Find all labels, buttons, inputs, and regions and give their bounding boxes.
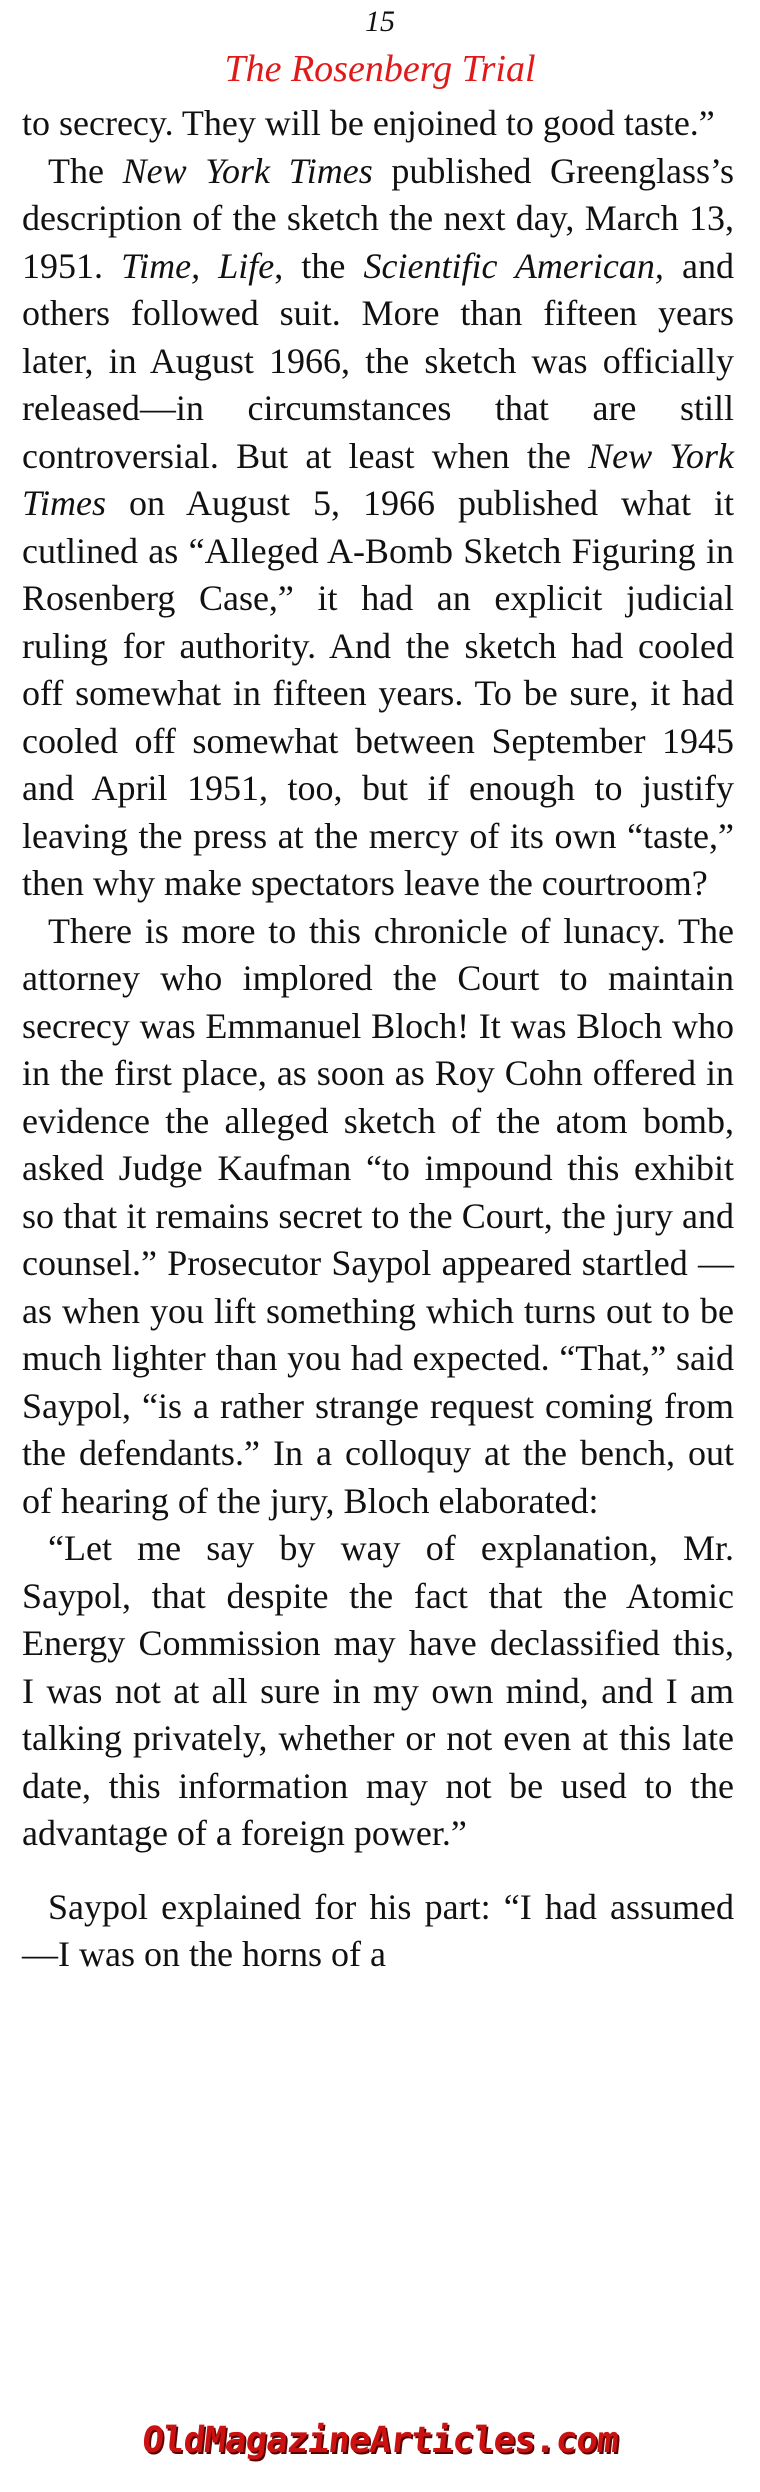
- paragraph-2-text-c: , the: [274, 245, 364, 286]
- publication-name-scientific-american: Scientific American,: [363, 245, 664, 286]
- paragraph-5: Saypol explained for his part: “I had assumed—I was on the horns of a: [22, 1886, 734, 1974]
- paragraph-3: There is more to this chronicle of lunacy. The attorney who implored the Court to maintain secrecy was Emmanuel Bloch! It was Bloch who in the first place, as soon as Roy Cohn offered in evidence the alleged sketch of the atom bomb, asked Judge Kaufman “to impound this exhibit so that it remains secret to the Court, the jury and counsel.” Prosecutor Saypol appeared startled —as when you lift something which turns out to be much lighter than you had expected. “That,” said Saypol, “is a rather strange request coming from the defendants.” In a colloquy at the bench, out of hearing of the jury, Bloch elaborated:: [22, 910, 734, 1521]
- paragraph-2-text-a: The: [48, 150, 123, 191]
- paragraph-2: [22, 148, 734, 908]
- paragraph-2-text-e: on August 5, 1966 published what it cutlined as “Alleged A-Bomb Sketch Figuring in Rosenberg Case,” it had an explicit judicial ruling for authority. And the sketch had cooled off somewhat in fifteen years. To be sure, it had cooled off somewhat between September 1945 and April 1951, too, but if enough to justify leaving the press at the mercy of its own “taste,” then why make spectators leave the courtroom?: [22, 483, 734, 903]
- page-title: The Rosenberg Trial: [224, 48, 536, 90]
- page-number: 15: [365, 5, 395, 38]
- paragraph-4-quote: “Let me say by way of explanation, Mr. Saypol, that despite the fact that the Atomic Energy Commission may have declassified this, I was not at all sure in my own mind, and I am talking privately, whether or not even at this late date, this information may not be used to the advantage of a foreign power.”: [22, 1528, 734, 1853]
- publication-name-time-life: Time, Life: [121, 245, 275, 286]
- paragraph-1: to secrecy. They will be enjoined to good taste.”: [22, 103, 715, 143]
- publication-name-new-york-times: New York Times: [122, 150, 373, 191]
- article-body: [22, 100, 734, 1979]
- site-watermark: OldMagazineArticles.com: [140, 2420, 620, 2461]
- paragraph-2-text-b: published Greenglass’s description of the sketch the next day, March 13, 1951.: [22, 150, 735, 286]
- publication-name-new-york-times-2: New York Times: [22, 435, 734, 523]
- paragraph-2-text-d: and others followed suit. More than fifteen years later, in August 1966, the sketch was officially released—in circumstances that are still controversial. But at least when the: [22, 245, 734, 476]
